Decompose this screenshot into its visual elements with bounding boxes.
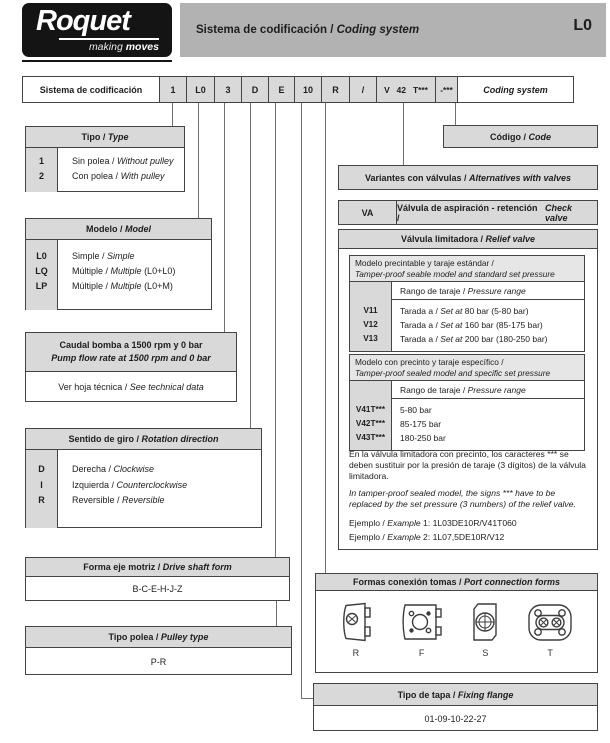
fixing-flange-box (313, 683, 598, 731)
model-key-lp: LP (35, 281, 48, 291)
relief-key-v42t: V42T*** (355, 419, 386, 428)
connector-flange (301, 103, 302, 698)
code-cell-ports: R (321, 76, 350, 103)
check-valve-row (338, 200, 598, 225)
port-forms-title-es: Formas conexión tomas / (352, 577, 462, 587)
relief-v13-es: Tarada a / (400, 334, 438, 344)
tagline-light: making (88, 41, 123, 53)
code-cell-flange: 10 (294, 76, 322, 103)
port-form-f (399, 599, 445, 658)
relief-v41t-value: 5-80 bar (400, 405, 432, 415)
type-box (25, 126, 185, 192)
port-form-f-label: F (418, 648, 425, 658)
model-title-es: Modelo / (85, 224, 123, 234)
relief-standard-keys (350, 282, 392, 351)
type-title-en: Type (107, 132, 129, 142)
rotation-row-2-en: Counterclockwise (116, 479, 188, 490)
rotation-row-1-es: Derecha / (72, 464, 112, 474)
type-row-1-en: Without pulley (117, 156, 174, 166)
relief-standard-range-es: Rango de taraje / (400, 286, 466, 296)
pulley-title-es: Tipo polea / (108, 632, 159, 642)
code-box (443, 125, 598, 148)
shaft-title-en: Drive shaft form (162, 562, 232, 572)
type-row-without-pulley (72, 154, 184, 169)
port-form-t (526, 601, 574, 658)
port-forms-title (316, 574, 597, 591)
code-cell-flow: 3 (214, 76, 242, 103)
relief-row-v11 (400, 304, 584, 318)
relief-key-v43t: V43T*** (355, 433, 386, 442)
code-cell-code: -*** (435, 76, 458, 103)
type-key-2: 2 (38, 171, 44, 181)
rotation-row-clockwise (72, 462, 261, 478)
relief-v42t-value: 85-175 bar (400, 419, 442, 429)
flow-box (25, 332, 237, 402)
page-title-en: Coding system (336, 24, 420, 36)
model-row-1-en: Simple (107, 251, 135, 261)
relief-example-1-en: Example (387, 518, 421, 528)
pulley-box-value: P-R (150, 656, 167, 667)
valve-variants-title-en: Alternatives with valves (469, 172, 572, 183)
brand-tagline (89, 41, 159, 53)
type-row-2-en: With pulley (120, 171, 165, 181)
roquet-logo (22, 3, 172, 57)
code-box-title (444, 126, 597, 147)
relief-example-1 (349, 516, 589, 530)
rotation-box-title (26, 429, 261, 450)
fixing-flange-title (314, 684, 597, 706)
relief-v11-en: Set at (440, 306, 463, 316)
relief-key-v12: V12 (363, 320, 378, 329)
relief-standard-head-en: Tamper-proof seable model and standard set pressure (355, 268, 555, 279)
relief-row-v12 (400, 318, 584, 332)
flow-title-es: Caudal bomba a 1500 rpm y 0 bar (59, 340, 203, 350)
relief-example-1-es: Ejemplo / (349, 518, 385, 528)
relief-specific-box (349, 354, 585, 451)
check-valve-key: VA (339, 201, 397, 224)
relief-title-en: Relief valve (485, 234, 536, 244)
relief-example-2 (349, 530, 589, 544)
page-title-es: Sistema de codificación / (196, 24, 334, 36)
tagline-bold: moves (125, 41, 159, 53)
relief-specific-range-es: Rango de taraje / (400, 385, 466, 395)
fixing-flange-value: 01-09-10-22-27 (424, 713, 487, 724)
port-form-s-icon (470, 599, 500, 645)
model-box-title (26, 219, 211, 240)
relief-v13-en: Set at (440, 334, 463, 344)
relief-v11-es: Tarada a / (400, 306, 438, 316)
relief-specific-keys (350, 381, 392, 450)
rotation-key-r: R (38, 495, 45, 505)
code-cell-separator: / (349, 76, 377, 103)
port-forms-box (315, 573, 598, 673)
flow-value-en: See technical data (129, 382, 204, 392)
rotation-row-3-en: Reversible (122, 495, 165, 505)
type-box-title (26, 127, 184, 148)
shaft-box-title (26, 558, 289, 577)
relief-specific-range-label (392, 381, 584, 399)
rotation-keys (26, 450, 58, 528)
relief-valve-box (338, 229, 598, 550)
relief-v43t-value: 180-250 bar (400, 433, 446, 443)
relief-standard-range-label (392, 282, 584, 300)
relief-v12-es: Tarada a / (400, 320, 438, 330)
code-cell-valve: V 42 T*** (376, 76, 436, 103)
fixing-flange-title-es: Tipo de tapa / (397, 689, 456, 700)
code-cell-model: L0 (186, 76, 215, 103)
shaft-box (25, 557, 290, 601)
logo-rule-bar (22, 60, 172, 62)
type-keys (26, 148, 58, 192)
valve-variants-title (339, 166, 597, 189)
connector-ports (325, 103, 326, 573)
model-row-simple (72, 249, 211, 264)
relief-example-2-en: Example (387, 532, 421, 542)
relief-note-es: En la válvula limitadora con precinto, los caracteres *** se deben sustituir por la presión de taraje (3 dígitos) de la válvula limitadora. (349, 449, 586, 481)
relief-standard-range-en: Pressure range (467, 286, 526, 296)
model-key-lq: LQ (35, 266, 48, 276)
model-row-2-es: Múltiple / (72, 266, 109, 276)
type-row-1-es: Sin polea / (72, 156, 115, 166)
model-row-2-en: Multiple (110, 266, 142, 276)
model-row-multiple-l0m (72, 279, 211, 294)
connector-code (455, 103, 456, 125)
check-valve-en: Check valve (544, 202, 572, 223)
rotation-row-3-es: Reversible / (72, 495, 120, 505)
connector-model (198, 103, 199, 218)
model-row-2-note: (L0+L0) (144, 266, 176, 276)
code-row-left-label: Sistema de codificación (22, 76, 160, 103)
rotation-key-i: I (40, 479, 43, 490)
connector-valves (403, 103, 404, 165)
check-valve-es: Válvula de aspiración - retención / (397, 202, 538, 223)
relief-standard-head (350, 256, 584, 282)
rotation-title-es: Sentido de giro / (68, 434, 139, 444)
pulley-box (25, 626, 292, 675)
flow-title-en: Pump flow rate at 1500 rpm and 0 bar (51, 353, 211, 363)
model-box (25, 218, 212, 310)
connector-rotation (250, 103, 251, 428)
port-form-r-icon (339, 599, 373, 645)
code-row (22, 76, 574, 103)
relief-example-2-code: 2: 1L07,5DE10R/V12 (423, 532, 505, 542)
valve-variants-box (338, 165, 598, 190)
valve-variants-title-es: Variantes con válvulas / (364, 172, 467, 183)
connector-shaft (275, 103, 276, 557)
rotation-box (25, 428, 262, 528)
code-cell-type: 1 (159, 76, 187, 103)
relief-row-v42t (400, 417, 584, 431)
code-cell-shaft: E (268, 76, 295, 103)
port-form-r-label: R (352, 648, 360, 658)
relief-row-v13 (400, 332, 584, 346)
relief-key-v13: V13 (363, 334, 378, 343)
pulley-box-title (26, 627, 291, 648)
relief-standard-box (349, 255, 585, 352)
type-row-2-es: Con polea / (72, 171, 119, 181)
relief-v11-value: 80 bar (5-80 bar) (464, 306, 529, 316)
port-form-f-icon (399, 599, 445, 645)
model-row-3-es: Múltiple / (72, 281, 109, 291)
flow-value-es: Ver hoja técnica / (58, 382, 128, 392)
relief-title-es: Válvula limitadora / (400, 234, 483, 244)
connector-shaft-pulley (276, 601, 277, 626)
relief-v13-value: 200 bar (180-250 bar) (464, 334, 548, 344)
title-band (180, 3, 606, 57)
relief-row-v43t (400, 431, 584, 445)
brand-wordmark: Roquet (36, 5, 130, 37)
shaft-title-es: Forma eje motriz / (83, 562, 161, 572)
port-form-s (470, 599, 500, 658)
rotation-key-d: D (38, 464, 45, 474)
flow-box-value (26, 372, 236, 402)
page-title (196, 24, 419, 36)
relief-v12-value: 160 bar (85-175 bar) (464, 320, 543, 330)
model-keys (26, 240, 58, 310)
fixing-flange-title-en: Fixing flange (457, 689, 514, 700)
type-title-es: Tipo / (81, 132, 106, 142)
type-key-1: 1 (38, 156, 44, 166)
code-row-right-label: Coding system (457, 76, 574, 103)
relief-note-en: In tamper-proof sealed model, the signs *** have to be replaced by the set pressure (3 numbers) of the relief valve. (349, 488, 576, 509)
rotation-title-en: Rotation direction (141, 434, 219, 444)
relief-v12-en: Set at (440, 320, 463, 330)
model-row-3-en: Multiple (110, 281, 142, 291)
code-title-es: Código / (489, 131, 526, 142)
rotation-row-1-en: Clockwise (113, 464, 155, 474)
port-form-s-label: S (482, 648, 489, 658)
port-form-t-icon (526, 601, 574, 645)
relief-valve-title (339, 230, 597, 249)
relief-example-1-code: 1: 1L03DE10R/V41T060 (423, 518, 517, 528)
shaft-box-value: B-C-E-H-J-Z (132, 584, 183, 594)
relief-standard-head-es: Modelo precintable y taraje estándar / (355, 258, 494, 268)
model-title-en: Model (125, 224, 151, 234)
code-cell-rotation: D (241, 76, 269, 103)
rotation-row-counterclockwise (72, 478, 261, 494)
connector-flow (224, 103, 225, 332)
model-key-l0: L0 (36, 251, 47, 261)
logo-underline (59, 38, 159, 40)
relief-specific-head-es: Modelo con precinto y taraje específico / (355, 357, 504, 367)
type-row-with-pulley (72, 169, 184, 184)
pulley-title-en: Pulley type (160, 632, 209, 642)
model-row-multiple-l0l0 (72, 264, 211, 279)
flow-box-title (26, 333, 236, 372)
check-valve-label (397, 201, 597, 224)
page-code-badge: L0 (573, 17, 592, 34)
model-row-3-note: (L0+M) (144, 281, 173, 291)
port-form-t-label: T (547, 648, 553, 658)
code-title-en: Code (528, 131, 551, 142)
port-form-r (339, 599, 373, 658)
rotation-row-reversible (72, 493, 261, 509)
relief-specific-head (350, 355, 584, 381)
relief-key-v41t: V41T*** (355, 405, 386, 414)
relief-specific-range-en: Pressure range (467, 385, 526, 395)
port-forms-title-en: Port connection forms (464, 577, 561, 587)
relief-key-v11: V11 (363, 306, 378, 315)
connector-type (172, 103, 173, 126)
model-row-1-es: Simple / (72, 251, 105, 261)
relief-example-2-es: Ejemplo / (349, 532, 385, 542)
rotation-row-2-es: Izquierda / (72, 479, 115, 490)
relief-row-v41t (400, 403, 584, 417)
relief-specific-head-en: Tamper-proof sealed model and specific set pressure (355, 367, 551, 378)
